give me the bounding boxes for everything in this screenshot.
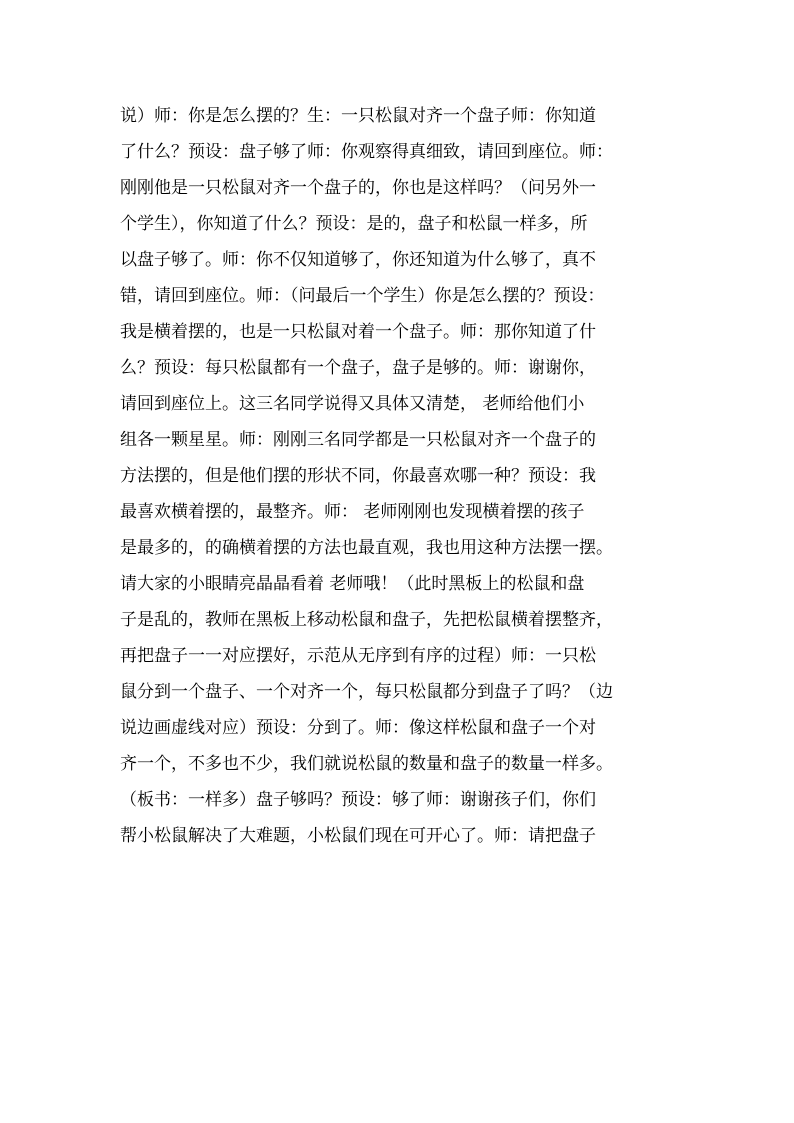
text-line: 请大家的小眼睛亮晶晶看着 老师哦！（此时黑板上的松鼠和盘 [120,574,585,594]
text-line: 说边画虚线对应）预设：分到了。师：像这样松鼠和盘子一个对 [120,718,596,738]
text-line: 刚刚他是一只松鼠对齐一个盘子的，你也是这样吗？（问另外一 [120,178,596,198]
text-line: 再把盘子一一对应摆好，示范从无序到有序的过程）师：一只松 [120,646,596,666]
text-line: 组各一颗星星。师：刚刚三名同学都是一只松鼠对齐一个盘子的 [120,430,596,450]
text-line: 我是横着摆的，也是一只松鼠对着一个盘子。师：那你知道了什 [120,322,596,342]
text-line: 个学生），你知道了什么？预设：是的，盘子和松鼠一样多，所 [120,214,588,234]
text-line: 了什么？预设：盘子够了师：你观察得真细致，请回到座位。师： [120,142,613,162]
text-line: 以盘子够了。师：你不仅知道够了，你还知道为什么够了，真不 [120,250,596,270]
text-line: 鼠分到一个盘子、一个对齐一个，每只松鼠都分到盘子了吗？（边 [120,682,613,702]
text-line: 说）师：你是怎么摆的？生：一只松鼠对齐一个盘子师：你知道 [120,106,596,126]
text-line: 子是乱的，教师在黑板上移动松鼠和盘子，先把松鼠横着摆整齐， [120,610,613,630]
text-line: 帮小松鼠解决了大难题，小松鼠们现在可开心了。师：请把盘子 [120,826,596,846]
text-line: 是最多的，的确横着摆的方法也最直观，我也用这种方法摆一摆。 [120,538,613,558]
text-line: 最喜欢横着摆的，最整齐。师： 老师刚刚也发现横着摆的孩子 [120,502,585,522]
text-line: 么？预设：每只松鼠都有一个盘子，盘子是够的。师：谢谢你， [120,358,596,378]
text-line: 方法摆的，但是他们摆的形状不同，你最喜欢哪一种？预设：我 [120,466,596,486]
text-line: 齐一个，不多也不少，我们就说松鼠的数量和盘子的数量一样多。 [120,754,613,774]
body-text [120,98,680,854]
text-line: （板书：一样多）盘子够吗？预设：够了师：谢谢孩子们，你们 [120,790,596,810]
text-line: 错，请回到座位。师：（问最后一个学生）你是怎么摆的？预设： [120,286,605,306]
text-line: 请回到座位上。这三名同学说得又具体又清楚， 老师给他们小 [120,394,585,414]
